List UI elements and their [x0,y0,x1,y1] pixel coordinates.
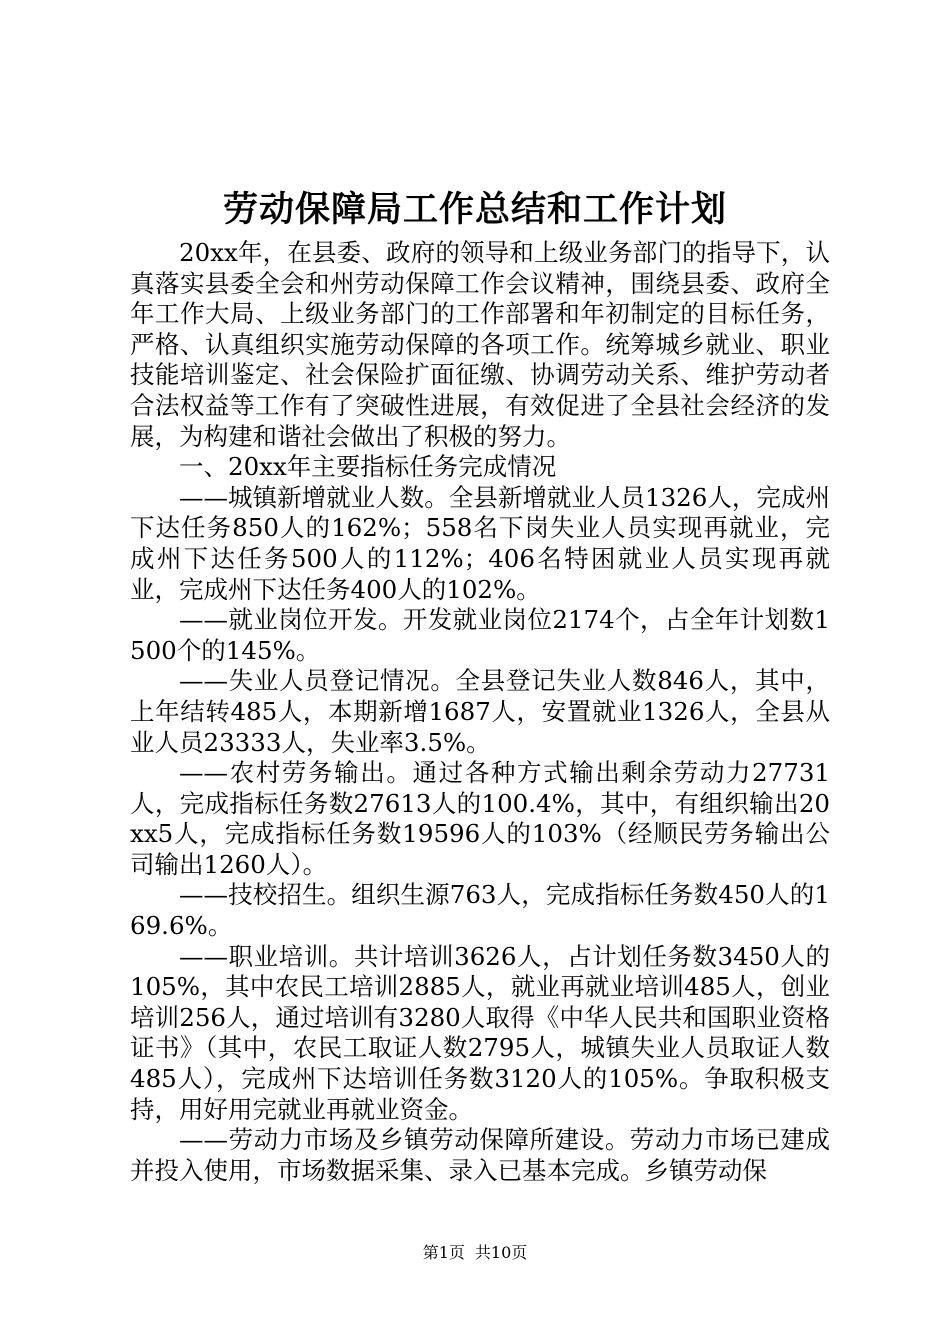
paragraph-rural-labor-export: ——农村劳务输出。通过各种方式输出剩余劳动力27731人，完成指标任务数27613人的100.4%，其中，有组织输出20xx5人，完成指标任务数19596人的103%（经顺民劳务输出公司输出1260人）。 [130,758,830,879]
document-title: 劳动保障局工作总结和工作计划 [222,189,727,230]
page-footer [0,1242,950,1264]
paragraph-vocational-training: ——职业培训。共计培训3626人，占计划任务数3450人的105%，其中农民工培训2885人，就业再就业培训485人，创业培训256人，通过培训有3280人取得《中华人民共和国职业资格证书》（其中，农民工取证人数2795人，城镇失业人员取证人数485人），完成州下达培训任务数3120人的105%。争取积极支持，用好用完就业再就业资金。 [130,941,830,1124]
paragraph-urban-employment: ——城镇新增就业人数。全县新增就业人员1326人，完成州下达任务850人的162%；558名下岗失业人员实现再就业，完成州下达任务500人的112%；406名特困就业人员实现再就业，完成州下达任务400人的102%。 [130,482,830,604]
paragraph-technical-school-enrollment: ——技校招生。组织生源763人，完成指标任务数450人的169.6%。 [130,880,830,941]
paragraph-unemployment-registration: ——失业人员登记情况。全县登记失业人数846人，其中，上年结转485人，本期新增1687人，安置就业1326人，全县从业人员23333人，失业率3.5%。 [130,666,830,757]
page-total: 共10页 [474,1243,528,1262]
document-body [130,238,830,1186]
paragraph-labor-market-construction: ——劳动力市场及乡镇劳动保障所建设。劳动力市场已建成并投入使用，市场数据采集、录入已基本完成。乡镇劳动保 [130,1125,830,1185]
paragraph-job-development: ——就业岗位开发。开发就业岗位2174个，占全年计划数1500个的145%。 [130,605,830,665]
section-heading: 一、20xx年主要指标任务完成情况 [179,452,557,482]
page-number: 第1页 [422,1243,465,1262]
paragraph-intro: 20xx年，在县委、政府的领导和上级业务部门的指导下，认真落实县委全会和州劳动保障工作会议精神，围绕县委、政府全年工作大局、上级业务部门的工作部署和年初制定的目标任务，严格、认真组织实施劳动保障的各项工作。统筹城乡就业、职业技能培训鉴定、社会保险扩面征缴、协调劳动关系、维护劳动者合法权益等工作有了突破性进展，有效促进了全县社会经济的发展，为构建和谐社会做出了积极的努力。 [130,238,830,451]
